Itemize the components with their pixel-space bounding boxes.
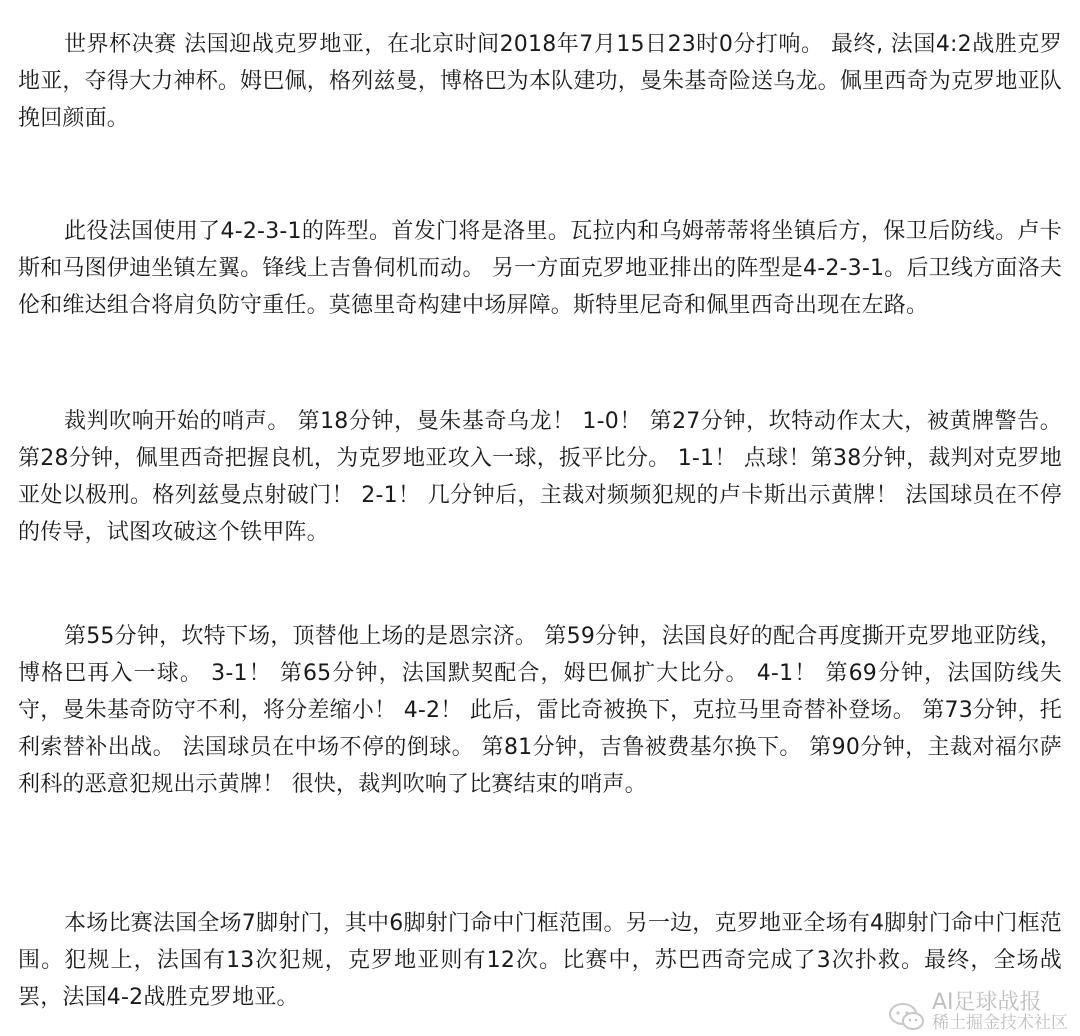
paragraph-lineups: 此役法国使用了4-2-3-1的阵型。首发门将是洛里。瓦拉内和乌姆蒂蒂将坐镇后方，保卫后防线。卢卡斯和马图伊迪坐镇左翼。锋线上吉鲁伺机而动。 另一方面克罗地亚排出的阵型是4-2-3-1。后卫线方面洛夫伦和维达组合将肩负防守重任。莫德里奇构建中场屏障。斯特里尼奇和佩里西奇出现在左路。 bbox=[18, 219, 1062, 318]
paragraph-match-summary: 世界杯决赛 法国迎战克罗地亚，在北京时间2018年7月15日23时0分打响。 最终, 法国4:2战胜克罗地亚，夺得大力神杯。姆巴佩，格列兹曼，博格巴为本队建功，曼朱基奇险送乌龙。佩里西奇为克罗地亚队挽回颜面。 bbox=[18, 32, 1062, 131]
watermark-subtitle: 稀土掘金技术社区 bbox=[932, 1013, 1068, 1033]
paragraph-first-half: 裁判吹响开始的哨声。 第18分钟，曼朱基奇乌龙！ 1-0！ 第27分钟，坎特动作太大，被黄牌警告。 第28分钟，佩里西奇把握良机，为克罗地亚攻入一球，扳平比分。 1-1！ 点球！第38分钟，裁判对克罗地亚处以极刑。格列兹曼点射破门！ 2-1！ 几分钟后，主裁对频频犯规的卢卡斯出示黄牌！ 法国球员在不停的传导，试图攻破这个铁甲阵。 bbox=[18, 409, 1062, 545]
watermark bbox=[888, 992, 1068, 1032]
paragraph-second-half: 第55分钟，坎特下场，顶替他上场的是恩宗济。 第59分钟，法国良好的配合再度撕开克罗地亚防线，博格巴再入一球。 3-1！ 第65分钟，法国默契配合，姆巴佩扩大比分。 4-1！ 第69分钟，法国防线失守，曼朱基奇防守不利，将分差缩小！ 4-2！ 此后，雷比奇被换下，克拉马里奇替补登场。 第73分钟，托利索替补出战。 法国球员在中场不停的倒球。 第81分钟，吉鲁被费基尔换下。 第90分钟，主裁对福尔萨利科的恶意犯规出示黄牌！ 很快，裁判吹响了比赛结束的哨声。 bbox=[18, 624, 1062, 797]
paragraph-statistics: 本场比赛法国全场7脚射门，其中6脚射门命中门框范围。另一边，克罗地亚全场有4脚射门命中门框范围。犯规上，法国有13次犯规，克罗地亚则有12次。比赛中，苏巴西奇完成了3次扑救。最终，全场战罢，法国4-2战胜克罗地亚。 bbox=[18, 911, 1062, 1010]
watermark-title: AI足球战报 bbox=[932, 990, 1042, 1015]
wechat-chat-icon bbox=[888, 1002, 926, 1032]
watermark-text bbox=[932, 992, 1068, 1032]
